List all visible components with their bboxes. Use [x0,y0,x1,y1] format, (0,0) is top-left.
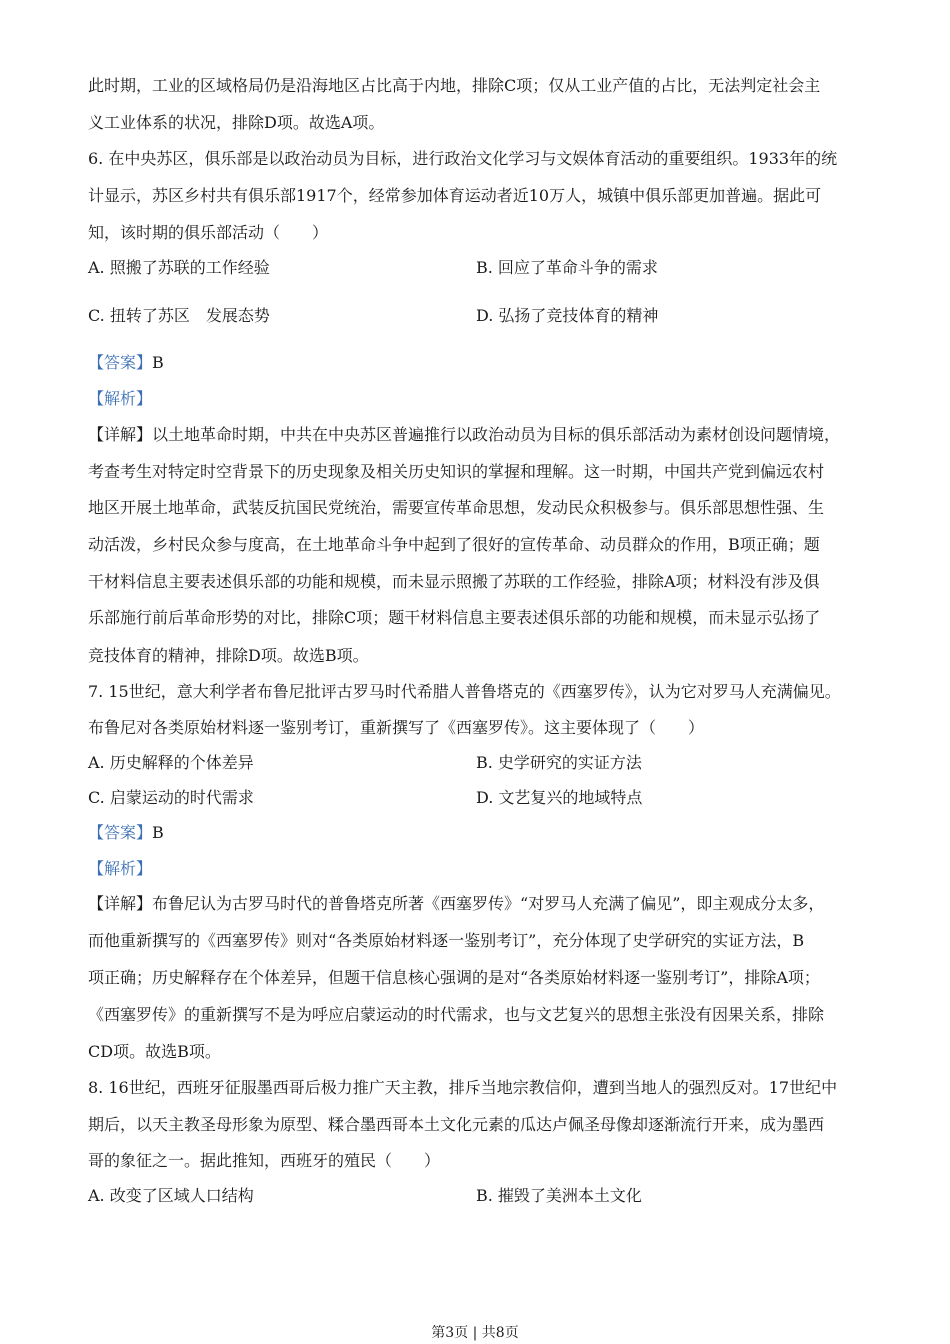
q6-stem-line: 6. 在中央苏区，俱乐部是以政治动员为目标，进行政治文化学习与文娱体育活动的重要组织。1933年的统 [88,149,838,168]
q8-stem-line: 哥的象征之一。据此推知，西班牙的殖民（ ） [88,1151,441,1170]
q6-analysis [88,388,863,410]
q6-detail-line: 考查考生对特定时空背景下的历史现象及相关历史知识的掌握和理解。这一时期，中国共产党到偏远农村 [88,462,825,481]
q6-option-c: C. 扭转了苏区 发展态势 [88,306,270,325]
q6-stem-line: 计显示，苏区乡村共有俱乐部1917个，经常参加体育运动者近10万人，城镇中俱乐部更加普遍。据此可 [88,186,822,205]
q6-option-d: D. 弘扬了竞技体育的精神 [476,306,659,325]
q8-stem-line: 期后，以天主教圣母形象为原型、糅合墨西哥本土文化元素的瓜达卢佩圣母像却逐渐流行开来，成为墨西 [88,1115,825,1134]
detail-tag: 【详解】 [88,425,153,444]
q6-detail-line: 地区开展土地革命，武装反抗国民党统治，需要宣传革命思想，发动民众积极参与。俱乐部思想性强、生 [88,498,825,517]
q6-answer [88,352,863,374]
q7-detail-line: 而他重新撰写的《西塞罗传》则对“各类原始材料逐一鉴别考订”，充分体现了史学研究的实证方法，B [88,931,805,950]
q8-option-b: B. 摧毁了美洲本土文化 [476,1186,642,1205]
q7-option-d: D. 文艺复兴的地域特点 [476,788,643,807]
answer-tag: 【答案】 [88,823,153,842]
q7-detail-line: 《西塞罗传》的重新撰写不是为呼应启蒙运动的时代需求，也与文艺复兴的思想主张没有因果关系，排除 [88,1005,825,1024]
q7-analysis [88,858,863,880]
q6-detail-line: 乐部施行前后革命形势的对比，排除C项；题干材料信息主要表述俱乐部的功能和规模，而未显示弘扬了 [88,608,821,627]
q7-stem-line: 7. 15世纪，意大利学者布鲁尼批评古罗马时代希腊人普鲁塔克的《西塞罗传》，认为它对罗马人充满偏见。 [88,682,841,701]
answer-value: B [152,353,164,372]
answer-tag: 【答案】 [88,353,153,372]
q7-detail-line [88,893,863,915]
q8-stem-line: 8. 16世纪，西班牙征服墨西哥后极力推广天主教，排斥当地宗教信仰，遭到当地人的强烈反对。17世纪中 [88,1078,838,1097]
q6-detail-line: 动活泼，乡村民众参与度高，在土地革命斗争中起到了很好的宣传革命、动员群众的作用，B项正确；题 [88,535,820,554]
detail-tag: 【详解】 [88,894,153,913]
q6-stem-line: 知，该时期的俱乐部活动（ ） [88,223,329,242]
page-footer: 第3页 | 共8页 [431,1325,519,1341]
q8-option-a: A. 改变了区域人口结构 [88,1186,254,1205]
analysis-tag: 【解析】 [88,389,153,408]
q6-option-a: A. 照搬了苏联的工作经验 [88,258,270,277]
prev-tail-line: 此时期，工业的区域格局仍是沿海地区占比高于内地，排除C项；仅从工业产值的占比，无法判定社会主 [88,76,821,95]
q7-answer [88,822,863,844]
q7-stem-line: 布鲁尼对各类原始材料逐一鉴别考订，重新撰写了《西塞罗传》。这主要体现了（ ） [88,718,705,737]
answer-value: B [152,823,164,842]
q6-detail-line: 干材料信息主要表述俱乐部的功能和规模，而未显示照搬了苏联的工作经验，排除A项；材料没有涉及俱 [88,572,820,591]
detail-text: 布鲁尼认为古罗马时代的普鲁塔克所著《西塞罗传》“对罗马人充满了偏见”，即主观成分太多， [152,894,825,913]
q6-option-b: B. 回应了革命斗争的需求 [476,258,658,277]
prev-tail-line: 义工业体系的状况，排除D项。故选A项。 [88,113,385,132]
q7-detail-line: 项正确；历史解释存在个体差异，但题干信息核心强调的是对“各类原始材料逐一鉴别考订”，排除A项； [88,968,820,987]
q6-detail-line [88,424,863,446]
q7-option-b: B. 史学研究的实证方法 [476,753,642,772]
q7-option-c: C. 启蒙运动的时代需求 [88,788,254,807]
q7-option-a: A. 历史解释的个体差异 [88,753,254,772]
q7-detail-line: CD项。故选B项。 [88,1042,221,1061]
q6-detail-line: 竞技体育的精神，排除D项。故选B项。 [88,646,369,665]
analysis-tag: 【解析】 [88,859,153,878]
detail-text: 以土地革命时期，中共在中央苏区普遍推行以政治动员为目标的俱乐部活动为素材创设问题情境， [152,425,841,444]
